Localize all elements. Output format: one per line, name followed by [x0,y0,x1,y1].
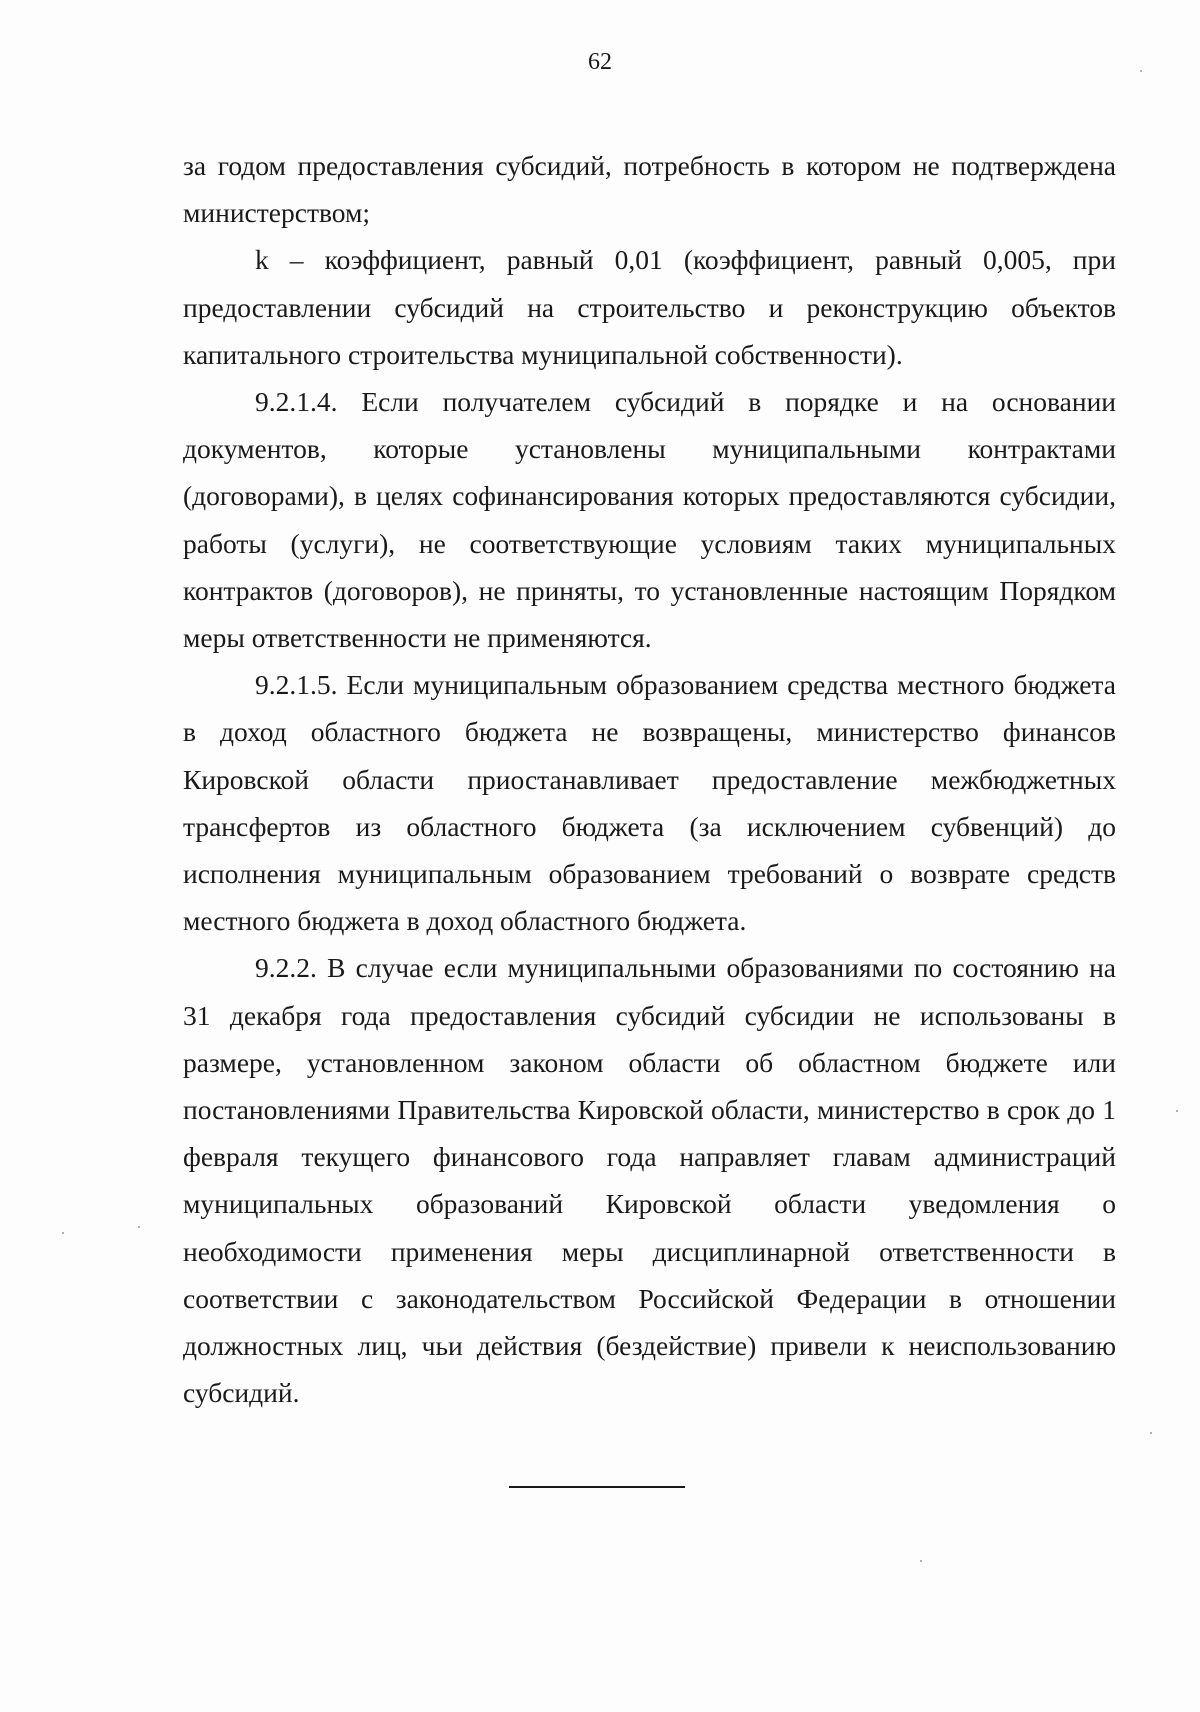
scan-speck [138,1226,140,1228]
scan-speck [1150,1432,1152,1434]
scan-speck [1176,1110,1178,1112]
document-body [183,142,1116,1416]
paragraph-coefficient-k: k – коэффициент, равный 0,01 (коэффициент, равный 0,005, при предоставлении субсидий на строительство и реконструкцию объектов капитального строительства муниципальной собственности). [183,244,1116,370]
page-number: 62 [588,49,612,75]
paragraph-9-2-1-5: 9.2.1.5. Если муниципальным образованием средства местного бюджета в доход областного бюджета не возвращены, министерство финансов Кировской области приостанавливает предоставление межбюджетных трансфертов из областного бюджета (за исключением субвенций) до исполнения муниципальным образованием требований о возврате средств местного бюджета в доход областного бюджета. [183,669,1116,937]
end-separator-line [509,1486,685,1488]
paragraph-9-2-1-4: 9.2.1.4. Если получателем субсидий в порядке и на основании документов, которые установлены муниципальными контрактами (договорами), в целях софинансирования которых предоставляются субсидии, работы (услуги), не соответствующие условиям таких муниципальных контрактов (договоров), не приняты, то установленные настоящим Порядком меры ответственности не применяются. [183,386,1116,654]
scan-speck [1140,70,1142,72]
scan-speck [62,1232,64,1234]
scan-speck [920,1560,922,1562]
paragraph-9-2-2: 9.2.2. В случае если муниципальными образованиями по состоянию на 31 декабря года предоставления субсидий субсидии не использованы в размере, установленном законом области об областном бюджете или постановлениями Правительства Кировской области, министерство в срок до 1 февраля текущего финансового года направляет главам администраций муниципальных образований Кировской области уведомления о необходимости применения меры дисциплинарной ответственности в соответствии с законодательством Российской Федерации в отношении должностных лиц, чьи действия (бездействие) привели к неиспользованию субсидий. [183,952,1116,1409]
paragraph-continuation: за годом предоставления субсидий, потребность в котором не подтверждена министерством; [183,150,1116,229]
